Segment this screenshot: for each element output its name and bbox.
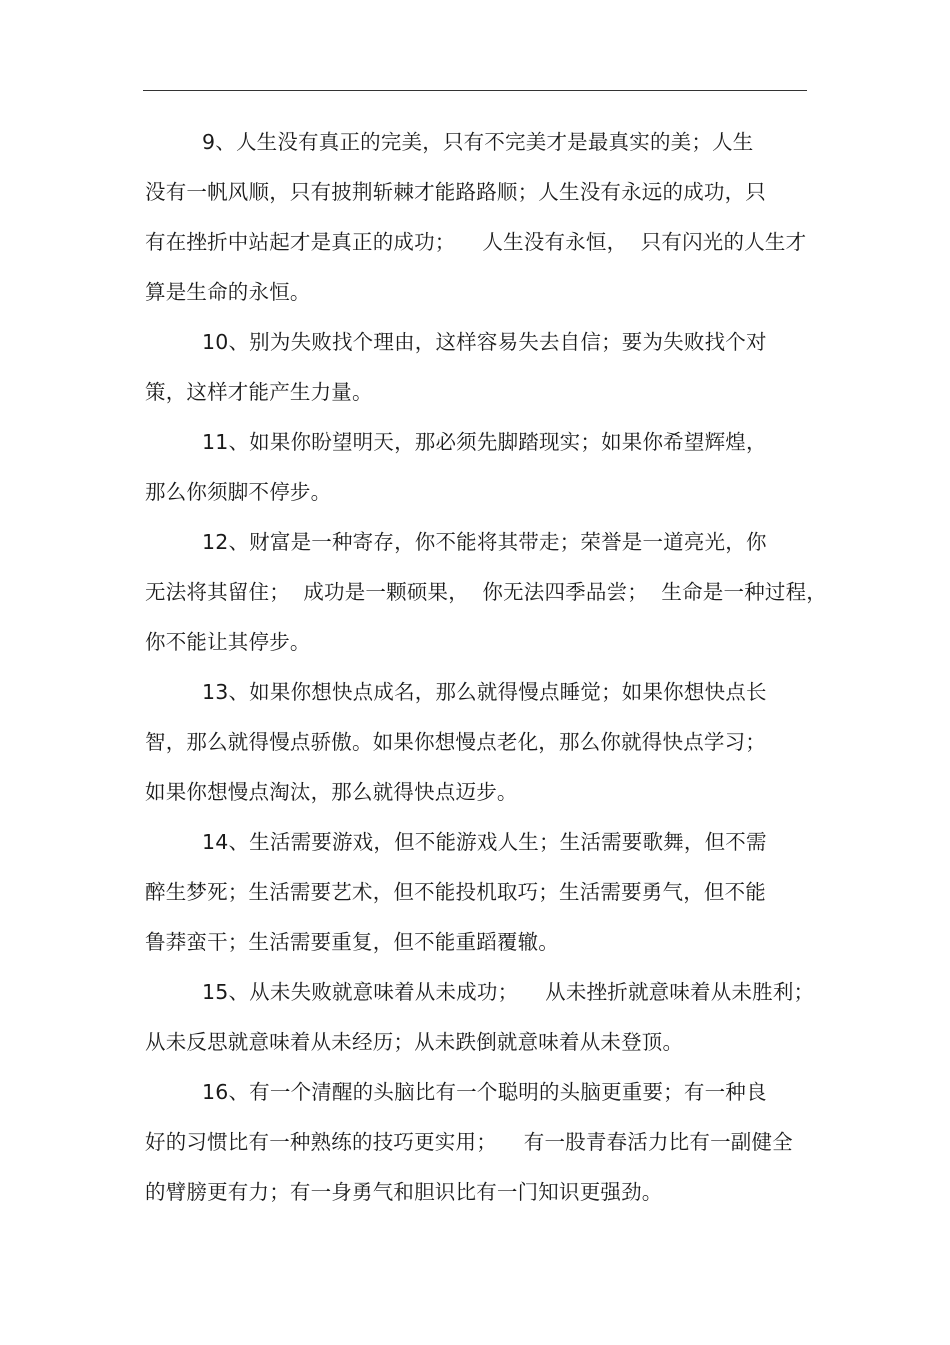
paragraph-line: 如果你想慢点淘汰，那么就得快点迈步。: [145, 780, 518, 804]
paragraph-line: 的臂膀更有力；有一身勇气和胆识比有一门知识更强劲。: [145, 1180, 663, 1204]
paragraph-10: [145, 317, 807, 417]
paragraph-11: [145, 417, 807, 517]
paragraph-9: [145, 117, 807, 317]
paragraph-line: 你不能让其停步。: [145, 630, 311, 654]
paragraph-line: 12、财富是一种寄存，你不能将其带走；荣誉是一道亮光，你: [202, 530, 767, 554]
document-body: [145, 117, 827, 1217]
paragraph-line: 策，这样才能产生力量。: [145, 380, 373, 404]
paragraph-12: [145, 517, 827, 667]
paragraph-line: 好的习惯比有一种熟练的技巧更实用； 有一股青春活力比有一副健全: [145, 1130, 793, 1154]
paragraph-line: 11、如果你盼望明天，那必须先脚踏现实；如果你希望辉煌，: [202, 430, 767, 454]
paragraph-line: 9、人生没有真正的完美，只有不完美才是最真实的美；人生: [202, 130, 754, 154]
paragraph-16: [145, 1067, 807, 1217]
paragraph-line: 算是生命的永恒。: [145, 280, 311, 304]
paragraph-14: [145, 817, 807, 967]
paragraph-line: 从未反思就意味着从未经历；从未跌倒就意味着从未登顶。: [145, 1030, 684, 1054]
paragraph-line: 13、如果你想快点成名，那么就得慢点睡觉；如果你想快点长: [202, 680, 767, 704]
paragraph-line: 14、生活需要游戏，但不能游戏人生；生活需要歌舞，但不需: [202, 830, 767, 854]
paragraph-13: [145, 667, 807, 817]
paragraph-line: 鲁莽蛮干；生活需要重复，但不能重蹈覆辙。: [145, 930, 559, 954]
paragraph-line: 没有一帆风顺，只有披荆斩棘才能路路顺；人生没有永远的成功，只: [145, 180, 766, 204]
paragraph-line: 有在挫折中站起才是真正的成功； 人生没有永恒， 只有闪光的人生才: [145, 230, 807, 254]
top-rule: [143, 90, 807, 91]
paragraph-line: 16、有一个清醒的头脑比有一个聪明的头脑更重要；有一种良: [202, 1080, 767, 1104]
paragraph-15: [145, 967, 815, 1067]
paragraph-line: 15、从未失败就意味着从未成功； 从未挫折就意味着从未胜利；: [202, 980, 815, 1004]
paragraph-line: 无法将其留住； 成功是一颗硕果， 你无法四季品尝； 生命是一种过程，: [145, 580, 827, 604]
paragraph-line: 智，那么就得慢点骄傲。如果你想慢点老化，那么你就得快点学习；: [145, 730, 766, 754]
paragraph-line: 醉生梦死；生活需要艺术，但不能投机取巧；生活需要勇气，但不能: [145, 880, 766, 904]
paragraph-line: 那么你须脚不停步。: [145, 480, 332, 504]
paragraph-line: 10、别为失败找个理由，这样容易失去自信；要为失败找个对: [202, 330, 767, 354]
